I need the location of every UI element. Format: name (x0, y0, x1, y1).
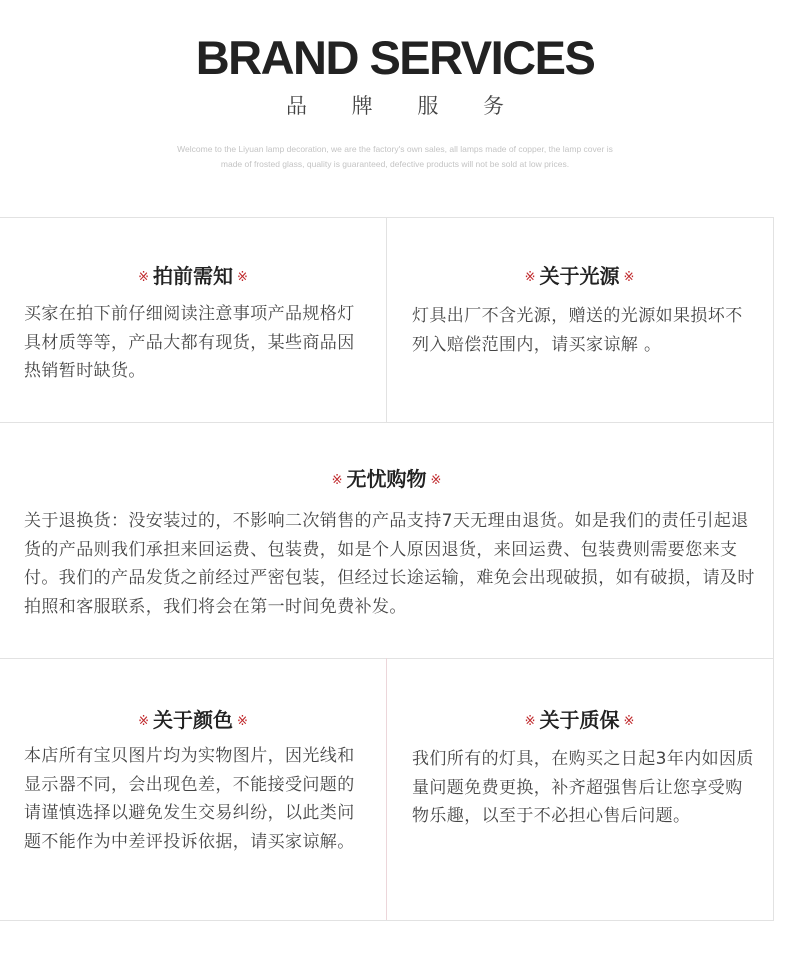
card-title-text: 关于光源 (539, 264, 620, 288)
card-title-worry-free (0, 466, 773, 494)
decoration-mark-icon: ※ (623, 714, 635, 729)
card-title-light-source (386, 263, 773, 291)
grid-line-mid-top (386, 217, 387, 422)
grid-line-top (0, 217, 774, 218)
brand-title: BRAND SERVICES (195, 31, 595, 84)
grid-line-row2 (0, 658, 774, 659)
grid-line-bottom (0, 920, 774, 921)
decoration-mark-icon: ※ (524, 270, 536, 285)
card-text-before-purchase: 买家在拍下前仔细阅读注意事项产品规格灯具材质等等，产品大都有现货，某些商品因热销暂时缺货。 (24, 304, 355, 381)
card-title-text: 无忧购物 (346, 467, 427, 491)
brand-description (140, 142, 650, 172)
decoration-mark-icon: ※ (237, 270, 248, 285)
card-title-text: 关于颜色 (153, 708, 233, 732)
grid-line-mid-bottom (386, 658, 387, 920)
decoration-mark-icon: ※ (623, 270, 635, 285)
grid-line-right (773, 217, 774, 921)
card-title-before-purchase (0, 263, 386, 291)
card-text-light-source: 灯具出厂不含光源，赠送的光源如果损坏不列入赔偿范围内，请买家谅解 。 (412, 306, 743, 355)
card-title-color (0, 707, 386, 735)
card-title-text: 关于质保 (539, 708, 620, 732)
card-title-text: 拍前需知 (153, 264, 233, 288)
card-title-warranty (386, 707, 773, 735)
decoration-mark-icon: ※ (237, 714, 248, 729)
grid-line-row1 (0, 422, 774, 423)
card-text-worry-free: 关于退换货：没安装过的，不影响二次销售的产品支持7天无理由退货。如是我们的责任引起退货的产品则我们承担来回运费、包装费，如是个人原因退货，来回运费、包装费则需要您来支付。我们的产品发货之前经过严密包装，但经过长途运输，难免会出现破损，如有破损，请及时拍照和客服联系，我们将会在第一时间免费补发。 (24, 511, 755, 617)
card-text-warranty: 我们所有的灯具，在购买之日起3年内如因质量问题免费更换，补齐超强售后让您享受购物乐趣，以至于不必担心售后问题。 (412, 749, 754, 826)
brand-subtitle: 品 牌 服 务 (285, 94, 524, 118)
decoration-mark-icon: ※ (430, 473, 442, 488)
brand-description-line: made of frosted glass, quality is guaranteed, defective products will not be sold at low prices. (220, 159, 570, 169)
card-text-color: 本店所有宝贝图片均为实物图片，因光线和显示器不同，会出现色差，不能接受问题的请谨慎选择以避免发生交易纠纷，以此类问题不能作为中差评投诉依据，请买家谅解。 (24, 746, 355, 852)
brand-description-line: Welcome to the Liyuan lamp decoration, we are the factory's own sales, all lamps made of copper, the lamp cover is (177, 144, 613, 154)
decoration-mark-icon: ※ (524, 714, 536, 729)
decoration-mark-icon: ※ (138, 270, 149, 285)
decoration-mark-icon: ※ (138, 714, 149, 729)
decoration-mark-icon: ※ (331, 473, 343, 488)
